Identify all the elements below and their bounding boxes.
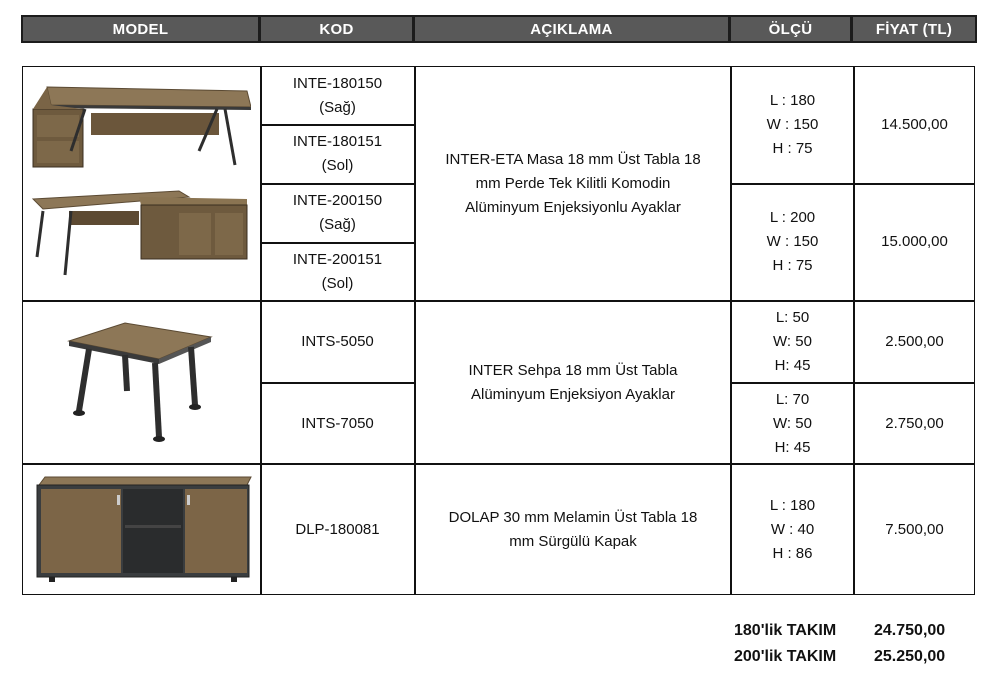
product-side: (Sağ) (319, 216, 356, 233)
product-code-cell (261, 67, 414, 124)
description-line: Alüminyum Enjeksiyon Ayaklar (471, 385, 675, 403)
size-width: W: 50 (773, 414, 812, 432)
size-height: H : 86 (772, 544, 813, 562)
product-code-cell (261, 125, 414, 183)
total-label: 180'lik TAKIM (734, 622, 837, 639)
product-code-cell (261, 465, 414, 594)
total-value: 25.250,00 (874, 648, 946, 665)
table-header (21, 15, 977, 43)
description-line: DOLAP 30 mm Melamin Üst Tabla 18 (448, 508, 698, 526)
description-line: Alüminyum Enjeksiyonlu Ayaklar (465, 198, 681, 216)
size-width: W : 150 (766, 233, 819, 250)
product-description (416, 465, 730, 594)
product-code-cell (261, 184, 414, 242)
cabinet-image (33, 471, 253, 585)
description-line: INTER Sehpa 18 mm Üst Tabla (468, 361, 678, 379)
size-cell (732, 67, 853, 183)
header-fiyat: FİYAT (TL) (853, 17, 975, 41)
size-cell (732, 302, 853, 382)
product-code: INTE-180151 (292, 133, 383, 150)
size-cell (732, 465, 853, 594)
product-code: INTS-7050 (301, 414, 374, 432)
product-description (416, 302, 730, 463)
total-value: 24.750,00 (874, 622, 946, 639)
product-code: INTS-5050 (301, 333, 374, 350)
price-cell: 7.500,00 (885, 520, 944, 538)
price-cell: 14.500,00 (881, 116, 948, 133)
price-cell: 2.750,00 (885, 414, 944, 432)
header-kod: KOD (261, 17, 412, 41)
coffee-table-image (65, 319, 215, 444)
header-aciklama: AÇIKLAMA (415, 17, 728, 41)
product-code: DLP-180081 (295, 520, 380, 538)
price-table (22, 66, 975, 595)
description-line: mm Sürgülü Kapak (509, 532, 637, 550)
description-line: mm Perde Tek Kilitli Komodin (475, 174, 671, 192)
size-height: H: 45 (774, 438, 811, 456)
size-width: W: 50 (773, 333, 812, 350)
size-length: L : 180 (769, 92, 816, 109)
size-length: L: 70 (775, 390, 810, 408)
size-length: L: 50 (775, 309, 810, 326)
product-code: INTE-200150 (292, 192, 383, 209)
size-length: L : 180 (769, 496, 816, 514)
size-height: H : 75 (772, 257, 813, 274)
size-cell (732, 184, 853, 300)
size-cell (732, 384, 853, 463)
product-code-cell (261, 302, 414, 382)
total-label: 200'lik TAKIM (734, 648, 837, 665)
header-olcu: ÖLÇÜ (731, 17, 850, 41)
desk-image (29, 79, 251, 289)
product-code-cell (261, 384, 414, 463)
product-description (416, 67, 730, 300)
price-cell: 15.000,00 (881, 233, 948, 250)
size-width: W : 40 (770, 520, 815, 538)
size-length: L : 200 (769, 209, 816, 226)
product-side: (Sol) (321, 274, 354, 292)
product-side: (Sağ) (319, 98, 356, 116)
price-cell: 2.500,00 (885, 333, 944, 350)
product-code: INTE-200151 (292, 250, 383, 268)
size-height: H : 75 (772, 140, 813, 157)
product-code: INTE-180150 (292, 74, 383, 92)
product-side: (Sol) (321, 157, 354, 174)
product-code-cell (261, 243, 414, 300)
size-height: H: 45 (774, 357, 811, 374)
size-width: W : 150 (766, 116, 819, 133)
description-line: INTER-ETA Masa 18 mm Üst Tabla 18 (445, 150, 701, 168)
header-model: MODEL (23, 17, 258, 41)
